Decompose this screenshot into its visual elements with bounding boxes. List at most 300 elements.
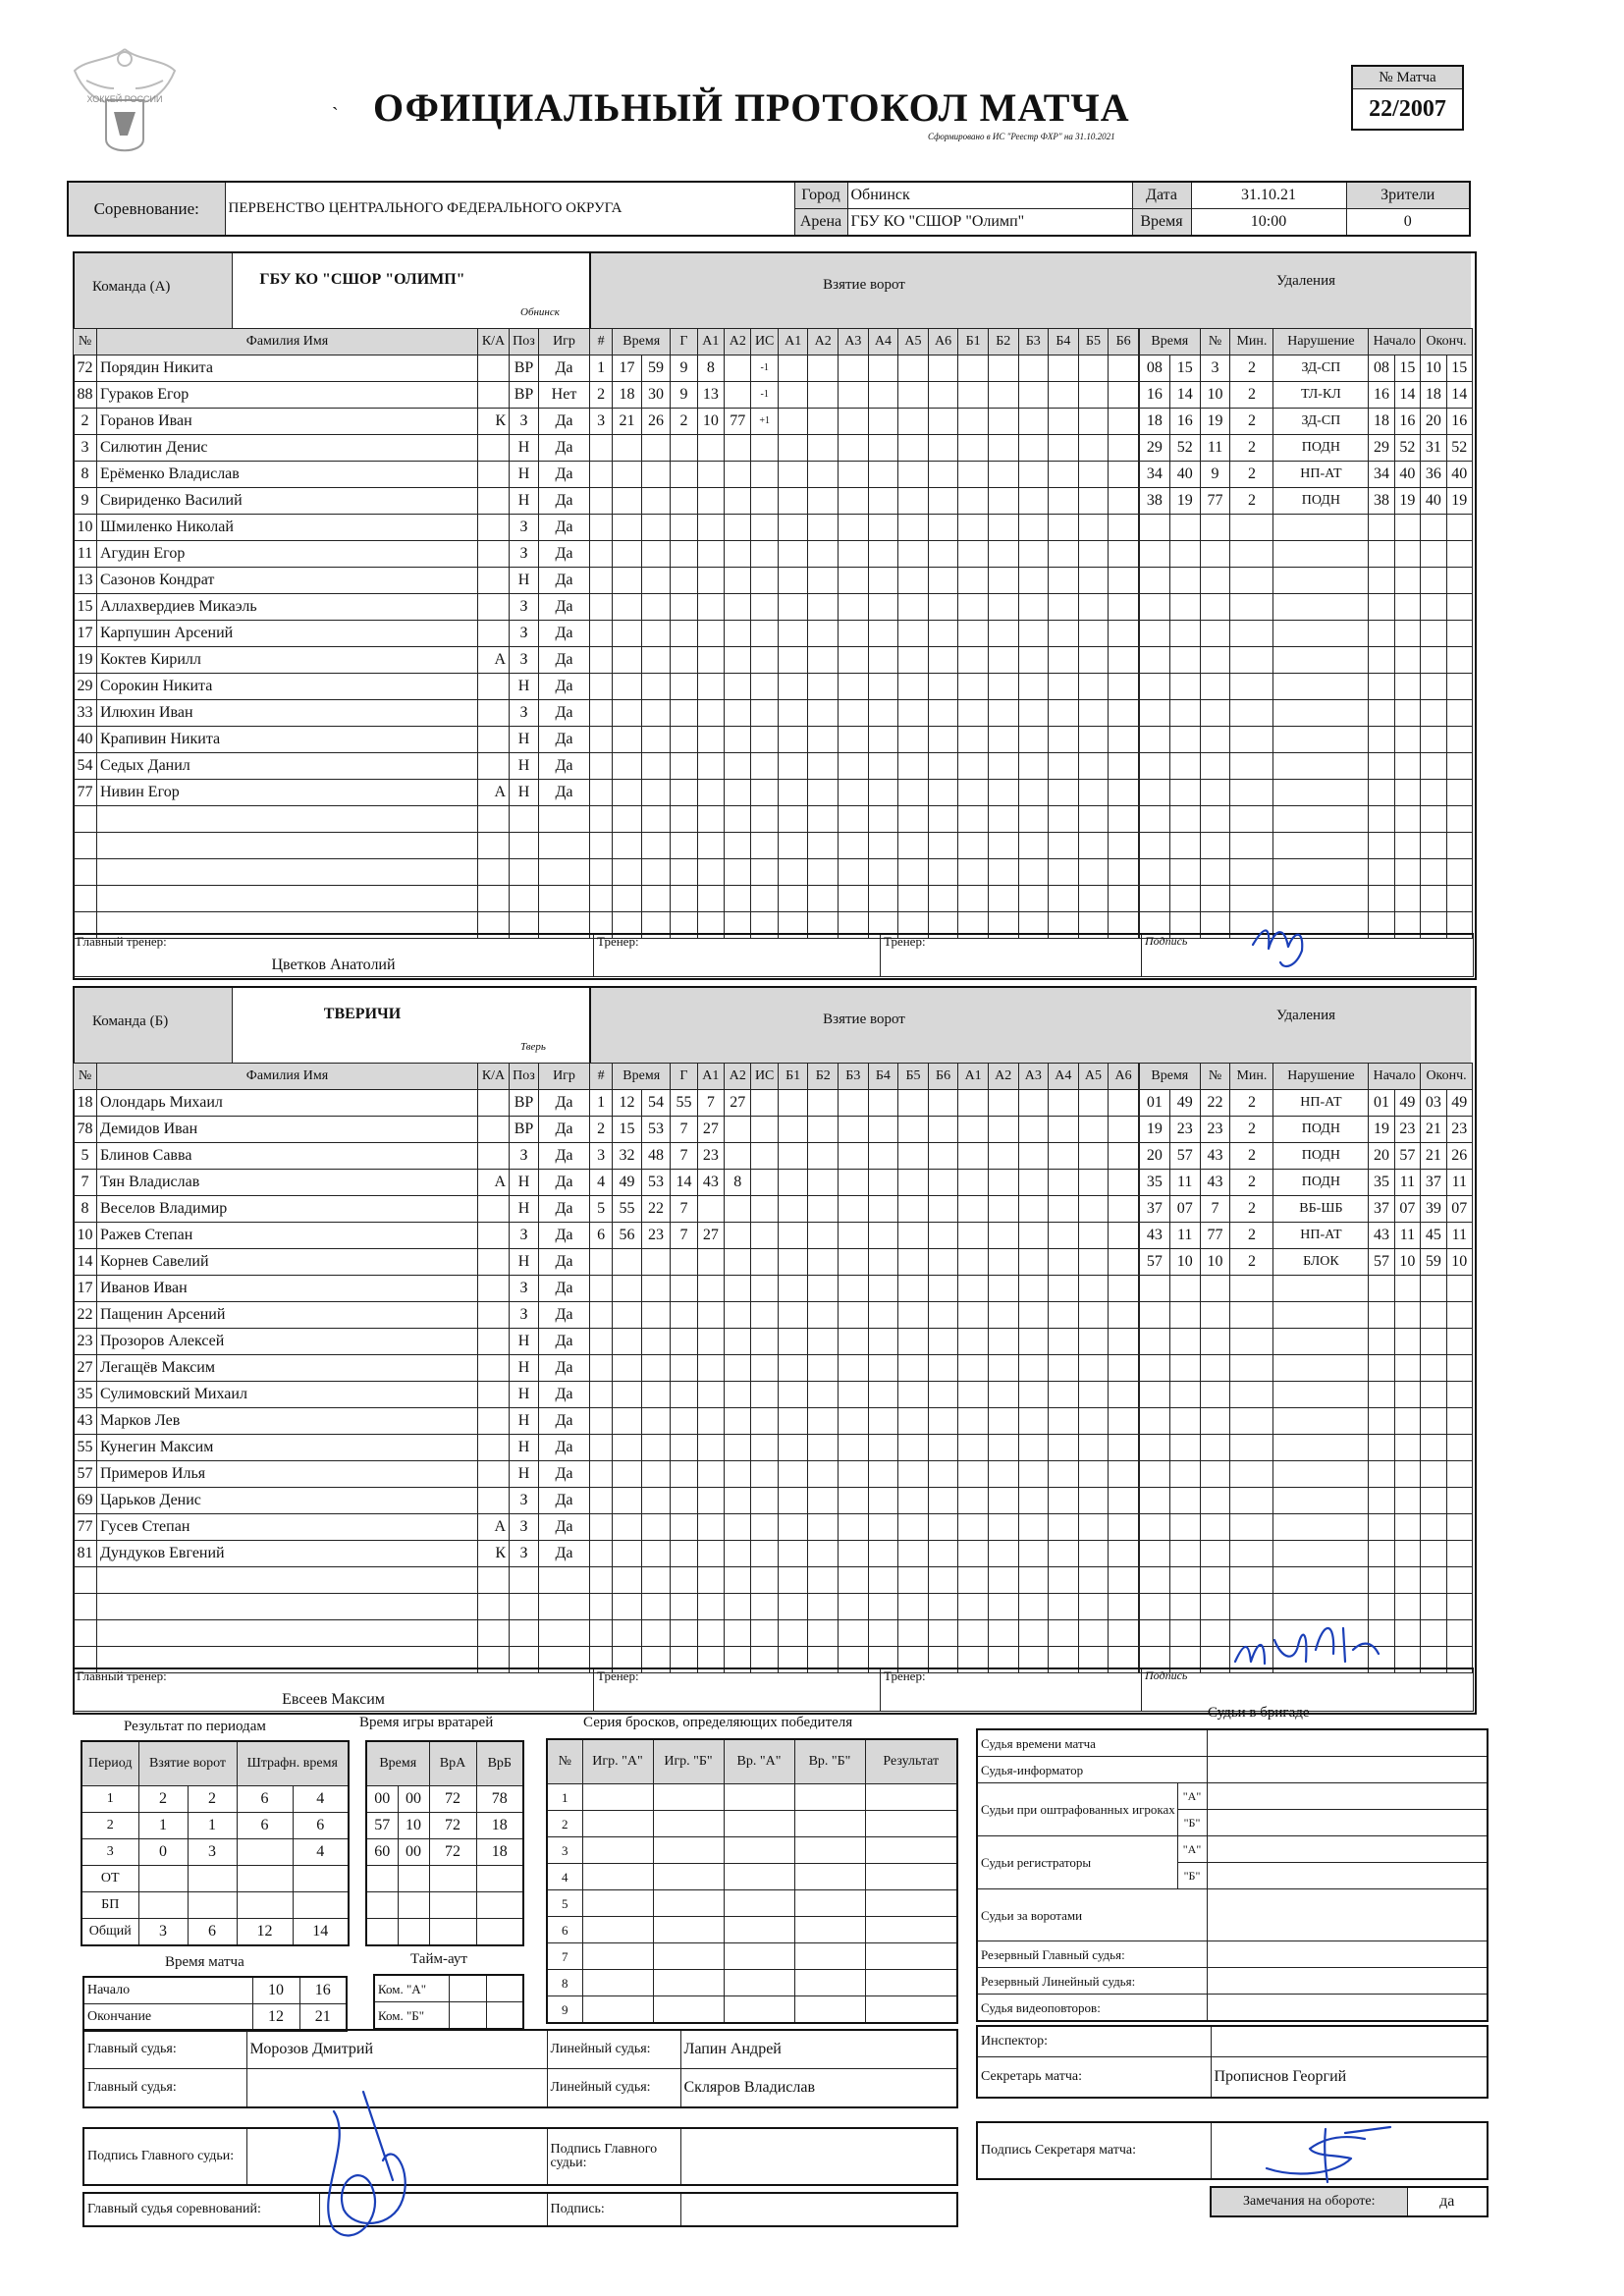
table-cell bbox=[1369, 621, 1394, 647]
table-cell bbox=[839, 1117, 869, 1143]
table-cell bbox=[988, 753, 1018, 780]
table-cell bbox=[1078, 621, 1109, 647]
player-name: Карпушин Арсений bbox=[97, 621, 478, 647]
table-cell bbox=[1049, 1461, 1079, 1488]
table-cell bbox=[1078, 409, 1109, 435]
table-cell bbox=[868, 1117, 898, 1143]
table-cell bbox=[958, 515, 989, 541]
table-cell bbox=[1394, 859, 1420, 886]
table-cell bbox=[613, 1382, 642, 1408]
player-no: 55 bbox=[74, 1435, 97, 1461]
table-cell bbox=[582, 1943, 653, 1970]
player-no: 29 bbox=[74, 674, 97, 700]
table-cell bbox=[725, 1594, 751, 1620]
table-cell: 59 bbox=[1421, 1249, 1446, 1276]
table-cell bbox=[671, 1541, 697, 1567]
table-cell bbox=[988, 1382, 1018, 1408]
table-cell bbox=[898, 1249, 929, 1276]
table-cell bbox=[1109, 1143, 1139, 1170]
table-header-cell: Вр. "Б" bbox=[794, 1739, 865, 1784]
table-cell bbox=[958, 753, 989, 780]
table-cell bbox=[1369, 859, 1394, 886]
table-cell: 30 bbox=[641, 382, 671, 409]
inspector-table bbox=[976, 2025, 1489, 2099]
table-cell: 52 bbox=[1394, 435, 1420, 462]
table-cell bbox=[590, 1461, 613, 1488]
table-cell: 57 bbox=[1394, 1143, 1420, 1170]
table-cell bbox=[1049, 647, 1079, 674]
table-cell bbox=[725, 1514, 751, 1541]
table-cell bbox=[1078, 515, 1109, 541]
table-cell bbox=[74, 1594, 97, 1620]
table-cell bbox=[1049, 1276, 1079, 1302]
table-cell: 57 bbox=[1369, 1249, 1394, 1276]
table-cell: 27 bbox=[697, 1223, 724, 1249]
page-title: ОФИЦИАЛЬНЫЙ ПРОТОКОЛ МАТЧА bbox=[373, 85, 1130, 130]
table-cell: 10 bbox=[697, 409, 724, 435]
table-cell bbox=[1018, 1594, 1049, 1620]
table-cell: ЗД-СП bbox=[1273, 409, 1369, 435]
table-cell bbox=[1200, 833, 1230, 859]
table-cell bbox=[868, 355, 898, 382]
signature-label: Подпись bbox=[1142, 1668, 1474, 1712]
table-cell bbox=[725, 700, 751, 727]
table-cell bbox=[1394, 621, 1420, 647]
table-cell: 15 bbox=[613, 1117, 642, 1143]
table-cell: 77 bbox=[725, 409, 751, 435]
table-header-cell: А1 bbox=[778, 329, 808, 355]
table-cell bbox=[641, 1461, 671, 1488]
teamB-pen-title: Удаления bbox=[1275, 1008, 1336, 1023]
table-cell bbox=[697, 1461, 724, 1488]
teamA-name: ГБУ КО "СШОР "ОЛИМП" bbox=[259, 271, 465, 288]
table-cell bbox=[74, 1567, 97, 1594]
table-cell bbox=[1394, 833, 1420, 859]
goalie-row bbox=[366, 1813, 523, 1839]
line-ref-1: Лапин Андрей bbox=[680, 2030, 957, 2069]
table-cell bbox=[697, 1196, 724, 1223]
table-cell: 11 bbox=[1169, 1223, 1200, 1249]
table-cell: 12 bbox=[613, 1090, 642, 1117]
table-cell: БЛОК bbox=[1273, 1249, 1369, 1276]
teamA-pen-title: Удаления bbox=[1275, 273, 1336, 289]
table-cell bbox=[958, 1620, 989, 1647]
table-cell bbox=[839, 1170, 869, 1196]
table-cell bbox=[1049, 515, 1079, 541]
table-cell bbox=[1169, 727, 1200, 753]
table-cell: 7 bbox=[671, 1196, 697, 1223]
table-cell bbox=[671, 1329, 697, 1355]
table-cell bbox=[510, 833, 539, 859]
table-cell bbox=[751, 541, 778, 568]
table-cell bbox=[751, 1567, 778, 1594]
table-cell bbox=[1169, 1276, 1200, 1302]
table-cell bbox=[794, 1864, 865, 1890]
table-cell bbox=[74, 886, 97, 912]
table-header-cell: # bbox=[590, 1064, 613, 1090]
player-no: 15 bbox=[74, 594, 97, 621]
table-cell bbox=[1169, 1435, 1200, 1461]
table-cell bbox=[988, 1329, 1018, 1355]
table-cell bbox=[590, 1355, 613, 1382]
secretary-name: Прописнов Георгий bbox=[1211, 2057, 1488, 2099]
player-played: Да bbox=[539, 1541, 590, 1567]
table-cell bbox=[928, 355, 958, 382]
player-role bbox=[478, 1223, 510, 1249]
table-cell bbox=[794, 1784, 865, 1811]
penalty-row bbox=[1140, 1567, 1473, 1594]
match-start-m: 16 bbox=[299, 1977, 347, 2004]
table-cell bbox=[1369, 780, 1394, 806]
table-cell: 7 bbox=[1200, 1196, 1230, 1223]
table-cell: 3 bbox=[590, 1143, 613, 1170]
table-cell bbox=[1394, 647, 1420, 674]
teamA-goals bbox=[589, 328, 1139, 939]
table-cell bbox=[1078, 674, 1109, 700]
table-cell bbox=[868, 1541, 898, 1567]
table-cell bbox=[839, 355, 869, 382]
table-cell bbox=[1394, 1382, 1420, 1408]
player-name: Силютин Денис bbox=[97, 435, 478, 462]
table-cell bbox=[778, 780, 808, 806]
table-cell bbox=[898, 833, 929, 859]
table-cell bbox=[1140, 647, 1170, 674]
table-cell bbox=[1140, 1594, 1170, 1620]
table-header-cell: Г bbox=[671, 1064, 697, 1090]
player-role bbox=[478, 1461, 510, 1488]
table-cell: 15 bbox=[1446, 355, 1472, 382]
main-referee-signature bbox=[295, 2082, 442, 2249]
table-cell bbox=[1018, 1329, 1049, 1355]
shootout-row bbox=[547, 1784, 957, 1811]
table-cell bbox=[1140, 780, 1170, 806]
table-cell bbox=[988, 1117, 1018, 1143]
table-cell bbox=[898, 1408, 929, 1435]
table-cell bbox=[808, 435, 839, 462]
secretary-signature bbox=[1257, 2109, 1394, 2188]
player-name: Пащенин Арсений bbox=[97, 1302, 478, 1329]
table-cell bbox=[1273, 727, 1369, 753]
table-cell bbox=[839, 541, 869, 568]
table-cell bbox=[808, 1435, 839, 1461]
table-cell bbox=[1049, 859, 1079, 886]
player-played: Да bbox=[539, 515, 590, 541]
table-cell: 16 bbox=[1369, 382, 1394, 409]
table-cell bbox=[641, 833, 671, 859]
player-role: А bbox=[478, 1514, 510, 1541]
table-cell bbox=[671, 859, 697, 886]
table-cell bbox=[988, 515, 1018, 541]
table-cell bbox=[928, 462, 958, 488]
table-cell: 20 bbox=[1369, 1143, 1394, 1170]
goal-row bbox=[590, 488, 1139, 515]
table-cell bbox=[1169, 886, 1200, 912]
table-cell bbox=[794, 1811, 865, 1837]
table-cell bbox=[1109, 515, 1139, 541]
roster-row bbox=[74, 488, 590, 515]
table-cell bbox=[778, 1170, 808, 1196]
table-header-cell: ИС bbox=[751, 329, 778, 355]
table-cell bbox=[988, 1090, 1018, 1117]
table-cell: ВБ-ШБ bbox=[1273, 1196, 1369, 1223]
table-cell bbox=[865, 1864, 957, 1890]
table-cell bbox=[590, 1276, 613, 1302]
goal-row bbox=[590, 859, 1139, 886]
table-cell bbox=[1049, 886, 1079, 912]
player-played: Да bbox=[539, 462, 590, 488]
table-cell bbox=[725, 1435, 751, 1461]
player-role bbox=[478, 488, 510, 515]
table-cell bbox=[1140, 753, 1170, 780]
table-cell bbox=[725, 806, 751, 833]
table-cell bbox=[988, 727, 1018, 753]
table-cell bbox=[641, 1329, 671, 1355]
teamB-label: Команда (Б) bbox=[92, 1013, 169, 1029]
table-cell bbox=[839, 753, 869, 780]
player-name: Марков Лев bbox=[97, 1408, 478, 1435]
table-cell bbox=[1078, 1488, 1109, 1514]
head-coach-name: Цветков Анатолий bbox=[74, 955, 594, 977]
penalty-row bbox=[1140, 1249, 1473, 1276]
table-cell bbox=[778, 355, 808, 382]
table-cell bbox=[1394, 541, 1420, 568]
table-cell bbox=[188, 1866, 237, 1892]
table-cell bbox=[671, 488, 697, 515]
table-cell bbox=[1421, 1594, 1446, 1620]
roster-row bbox=[74, 1090, 590, 1117]
table-cell bbox=[839, 488, 869, 515]
officials-table bbox=[976, 1728, 1489, 2022]
penalty-row bbox=[1140, 1488, 1473, 1514]
table-cell bbox=[1018, 1249, 1049, 1276]
roster-row bbox=[74, 1382, 590, 1408]
table-cell bbox=[1446, 780, 1472, 806]
table-cell bbox=[928, 1276, 958, 1302]
table-cell bbox=[1049, 674, 1079, 700]
table-cell bbox=[1369, 594, 1394, 621]
goal-row bbox=[590, 1620, 1139, 1647]
player-played: Да bbox=[539, 409, 590, 435]
table-cell: 19 bbox=[1169, 488, 1200, 515]
table-cell bbox=[1169, 1461, 1200, 1488]
table-cell bbox=[1109, 1514, 1139, 1541]
player-played: Да bbox=[539, 594, 590, 621]
table-cell bbox=[868, 674, 898, 700]
table-cell bbox=[293, 1892, 349, 1919]
table-cell bbox=[138, 1892, 188, 1919]
table-cell bbox=[988, 1435, 1018, 1461]
player-role bbox=[478, 435, 510, 462]
table-header-cell: ВрА bbox=[429, 1741, 476, 1786]
table-cell bbox=[898, 1302, 929, 1329]
table-cell bbox=[751, 1329, 778, 1355]
table-cell bbox=[1018, 806, 1049, 833]
table-cell bbox=[778, 1302, 808, 1329]
table-cell bbox=[641, 515, 671, 541]
table-cell bbox=[697, 1276, 724, 1302]
table-cell: 21 bbox=[1421, 1143, 1446, 1170]
table-cell: 49 bbox=[613, 1170, 642, 1196]
table-cell bbox=[1421, 1382, 1446, 1408]
goal-row bbox=[590, 382, 1139, 409]
table-cell bbox=[839, 1223, 869, 1249]
table-cell bbox=[1421, 1488, 1446, 1514]
table-cell: 14 bbox=[293, 1919, 349, 1946]
table-cell bbox=[928, 886, 958, 912]
table-cell bbox=[1049, 1567, 1079, 1594]
roster-row bbox=[74, 1302, 590, 1329]
goal-row bbox=[590, 1488, 1139, 1514]
table-cell bbox=[1446, 1567, 1472, 1594]
player-role bbox=[478, 700, 510, 727]
table-cell bbox=[928, 1329, 958, 1355]
table-cell: 16 bbox=[1140, 382, 1170, 409]
table-cell bbox=[988, 1249, 1018, 1276]
player-pos: ВР bbox=[510, 382, 539, 409]
teamB-roster bbox=[73, 1063, 590, 1673]
table-cell: 9 bbox=[1200, 462, 1230, 488]
table-cell bbox=[725, 780, 751, 806]
table-cell bbox=[510, 859, 539, 886]
table-cell bbox=[1207, 1968, 1488, 1995]
table-cell bbox=[778, 541, 808, 568]
table-cell bbox=[808, 674, 839, 700]
table-cell bbox=[1049, 594, 1079, 621]
player-played: Да bbox=[539, 1196, 590, 1223]
table-cell bbox=[1369, 541, 1394, 568]
table-header-cell: Начало bbox=[1369, 1064, 1421, 1090]
table-header-cell: Период bbox=[81, 1741, 138, 1786]
table-cell bbox=[1018, 1117, 1049, 1143]
table-row bbox=[83, 2030, 957, 2069]
goal-row bbox=[590, 700, 1139, 727]
table-cell bbox=[1140, 1302, 1170, 1329]
table-cell bbox=[808, 515, 839, 541]
penalty-row bbox=[1140, 1541, 1473, 1567]
table-cell bbox=[1421, 515, 1446, 541]
penalty-row bbox=[1140, 1435, 1473, 1461]
table-cell bbox=[1078, 1090, 1109, 1117]
table-cell bbox=[778, 1567, 808, 1594]
goal-row bbox=[590, 674, 1139, 700]
spectators-label: Зрители bbox=[1346, 182, 1470, 209]
table-cell: 55 bbox=[671, 1090, 697, 1117]
table-cell bbox=[613, 1461, 642, 1488]
table-cell bbox=[958, 568, 989, 594]
table-cell bbox=[928, 1117, 958, 1143]
table-cell bbox=[778, 1249, 808, 1276]
player-pos: Н bbox=[510, 1382, 539, 1408]
table-cell bbox=[868, 1143, 898, 1170]
match-start-h: 10 bbox=[252, 1977, 299, 2004]
table-cell bbox=[653, 1917, 724, 1943]
table-cell bbox=[1230, 1382, 1273, 1408]
teamA-city: Обнинск bbox=[520, 306, 560, 318]
table-cell bbox=[898, 859, 929, 886]
table-cell bbox=[839, 674, 869, 700]
arena-label: Арена bbox=[794, 209, 847, 237]
table-cell: 11 bbox=[1394, 1223, 1420, 1249]
table-cell: ПОДН bbox=[1273, 488, 1369, 515]
officials-title: Судьи в бригаде bbox=[1208, 1705, 1310, 1721]
table-cell: 14 bbox=[1446, 382, 1472, 409]
table-cell bbox=[1078, 1143, 1109, 1170]
table-cell bbox=[751, 727, 778, 753]
table-cell bbox=[1200, 1514, 1230, 1541]
table-cell bbox=[1273, 833, 1369, 859]
table-cell bbox=[988, 886, 1018, 912]
table-cell bbox=[898, 462, 929, 488]
player-pos: Н bbox=[510, 1249, 539, 1276]
player-played: Да bbox=[539, 1355, 590, 1382]
player-role bbox=[478, 515, 510, 541]
table-cell: 23 bbox=[697, 1143, 724, 1170]
table-cell: Резервный Линейный судья: bbox=[977, 1968, 1207, 1995]
table-cell bbox=[988, 647, 1018, 674]
table-cell bbox=[641, 621, 671, 647]
table-cell bbox=[1230, 1461, 1273, 1488]
table-cell bbox=[1446, 647, 1472, 674]
table-cell bbox=[839, 1541, 869, 1567]
table-row bbox=[1140, 1064, 1473, 1090]
table-cell bbox=[641, 647, 671, 674]
table-cell bbox=[898, 435, 929, 462]
table-cell bbox=[988, 806, 1018, 833]
table-cell bbox=[1049, 409, 1079, 435]
table-cell: 10 bbox=[1421, 355, 1446, 382]
table-cell bbox=[725, 1488, 751, 1514]
table-cell: 10 bbox=[1446, 1249, 1472, 1276]
table-cell bbox=[671, 1594, 697, 1620]
table-cell bbox=[478, 806, 510, 833]
comp-main-ref-label: Главный судья соревнований: bbox=[83, 2193, 319, 2226]
table-cell bbox=[958, 1223, 989, 1249]
table-cell bbox=[958, 1329, 989, 1355]
table-cell bbox=[1049, 1117, 1079, 1143]
player-role bbox=[478, 1196, 510, 1223]
match-start-label: Начало bbox=[83, 1977, 252, 2004]
table-cell bbox=[613, 780, 642, 806]
table-cell bbox=[1078, 859, 1109, 886]
table-cell bbox=[808, 462, 839, 488]
table-cell: 4 bbox=[293, 1839, 349, 1866]
table-cell bbox=[641, 1249, 671, 1276]
table-header-cell: Б5 bbox=[898, 1064, 929, 1090]
table-cell bbox=[1394, 1567, 1420, 1594]
table-cell bbox=[1109, 647, 1139, 674]
table-cell bbox=[398, 1866, 429, 1892]
table-cell bbox=[928, 409, 958, 435]
table-cell bbox=[613, 621, 642, 647]
roster-row bbox=[74, 1329, 590, 1355]
table-cell bbox=[778, 621, 808, 647]
table-cell bbox=[590, 1514, 613, 1541]
table-cell bbox=[590, 674, 613, 700]
table-cell bbox=[778, 1117, 808, 1143]
table-cell bbox=[641, 1408, 671, 1435]
penalty-row bbox=[1140, 1355, 1473, 1382]
table-cell bbox=[808, 1620, 839, 1647]
table-row bbox=[83, 2004, 347, 2032]
table-cell bbox=[1109, 1117, 1139, 1143]
table-cell bbox=[1273, 621, 1369, 647]
table-header-cell: А2 bbox=[808, 329, 839, 355]
player-name: Сорокин Никита bbox=[97, 674, 478, 700]
player-played: Да bbox=[539, 727, 590, 753]
table-cell bbox=[1421, 1302, 1446, 1329]
table-cell bbox=[1109, 727, 1139, 753]
table-cell: НП-АТ bbox=[1273, 1090, 1369, 1117]
